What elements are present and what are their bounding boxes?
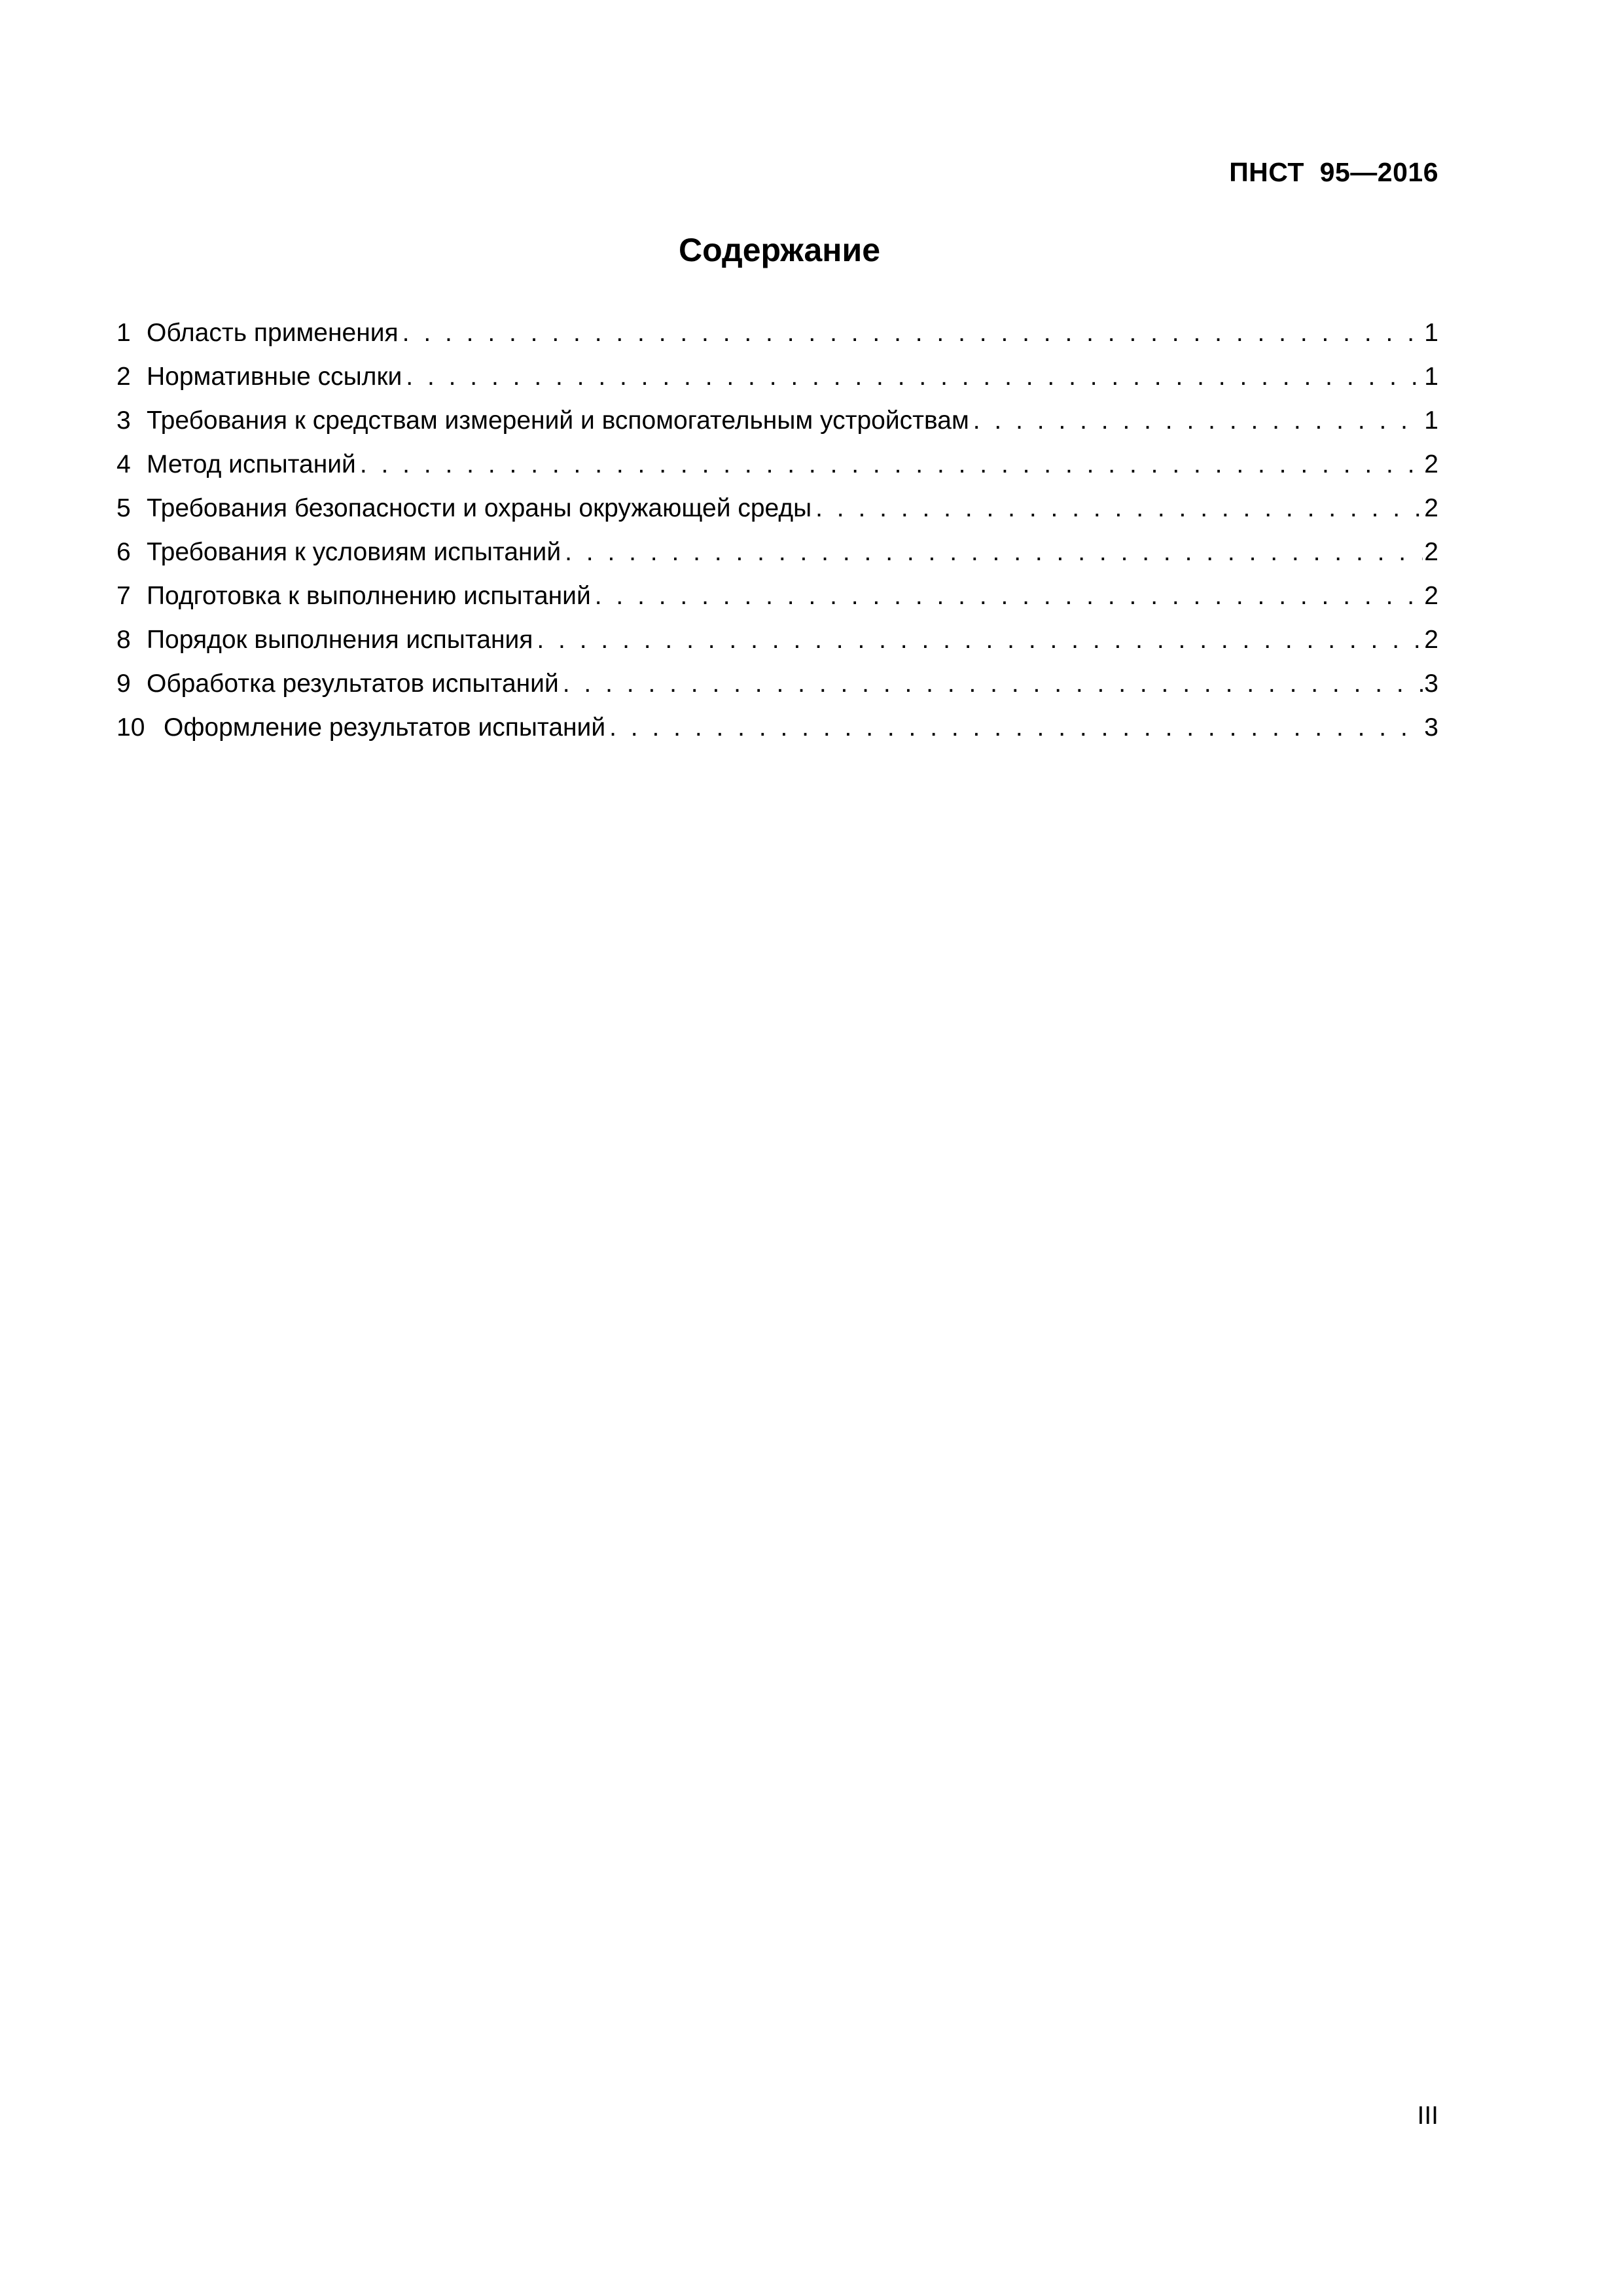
toc-entry[interactable] bbox=[116, 530, 1438, 574]
toc-entry-number: 1 bbox=[116, 319, 131, 347]
toc-entry-label: Нормативные ссылки bbox=[147, 363, 402, 391]
toc-entry-number: 5 bbox=[116, 494, 131, 522]
toc-entry-page: 3 bbox=[1424, 670, 1438, 698]
toc-entry-label: Требования безопасности и охраны окружающей среды bbox=[147, 494, 812, 522]
toc-dot-leader bbox=[559, 662, 1423, 706]
toc-entry-number: 6 bbox=[116, 538, 131, 566]
toc-entry-page: 1 bbox=[1424, 406, 1438, 435]
document-code: ПНСТ 95—2016 bbox=[1229, 157, 1438, 187]
toc-dot-leader bbox=[356, 442, 1423, 486]
toc-dot-leader bbox=[605, 706, 1423, 749]
toc-entry[interactable] bbox=[116, 486, 1438, 530]
toc-entry[interactable] bbox=[116, 662, 1438, 706]
toc-entry-page: 2 bbox=[1424, 538, 1438, 566]
toc-entry[interactable] bbox=[116, 706, 1438, 749]
toc-dot-leader bbox=[402, 355, 1423, 399]
toc-entry-page: 2 bbox=[1424, 450, 1438, 478]
toc-entry-label: Требования к условиям испытаний bbox=[147, 538, 562, 566]
toc-entry[interactable] bbox=[116, 574, 1438, 618]
toc-title: Содержание bbox=[678, 232, 881, 268]
toc-entry-label: Требования к средствам измерений и вспомогательным устройствам bbox=[147, 406, 969, 435]
toc-entry[interactable] bbox=[116, 355, 1438, 399]
toc-entry-number: 10 bbox=[116, 713, 145, 742]
toc-dot-leader bbox=[969, 399, 1423, 442]
page-number: III bbox=[1417, 2102, 1438, 2130]
toc-dot-leader bbox=[591, 574, 1423, 618]
toc-entry-number: 2 bbox=[116, 363, 131, 391]
toc-entry[interactable] bbox=[116, 399, 1438, 442]
toc-dot-leader bbox=[399, 311, 1423, 355]
toc-entry-page: 1 bbox=[1424, 363, 1438, 391]
toc-entry-number: 8 bbox=[116, 626, 131, 654]
toc-dot-leader bbox=[533, 618, 1423, 662]
toc-entry-number: 3 bbox=[116, 406, 131, 435]
toc-entry-label: Порядок выполнения испытания bbox=[147, 626, 533, 654]
toc-entry-label: Область применения bbox=[147, 319, 399, 347]
toc-entry-label: Оформление результатов испытаний bbox=[164, 713, 606, 742]
toc-entry-number: 9 bbox=[116, 670, 131, 698]
toc-entry[interactable] bbox=[116, 442, 1438, 486]
toc-entry-number: 4 bbox=[116, 450, 131, 478]
toc-dot-leader bbox=[561, 530, 1423, 574]
toc-entry-page: 2 bbox=[1424, 582, 1438, 610]
toc-entry-page: 3 bbox=[1424, 713, 1438, 742]
toc-entry-label: Обработка результатов испытаний bbox=[147, 670, 559, 698]
toc-entry-label: Метод испытаний bbox=[147, 450, 356, 478]
toc-entry-label: Подготовка к выполнению испытаний bbox=[147, 582, 591, 610]
toc-entry[interactable] bbox=[116, 618, 1438, 662]
table-of-contents bbox=[116, 311, 1438, 749]
toc-entry-page: 2 bbox=[1424, 626, 1438, 654]
toc-entry[interactable] bbox=[116, 311, 1438, 355]
toc-dot-leader bbox=[812, 486, 1423, 530]
toc-entry-page: 1 bbox=[1424, 319, 1438, 347]
toc-entry-page: 2 bbox=[1424, 494, 1438, 522]
toc-entry-number: 7 bbox=[116, 582, 131, 610]
